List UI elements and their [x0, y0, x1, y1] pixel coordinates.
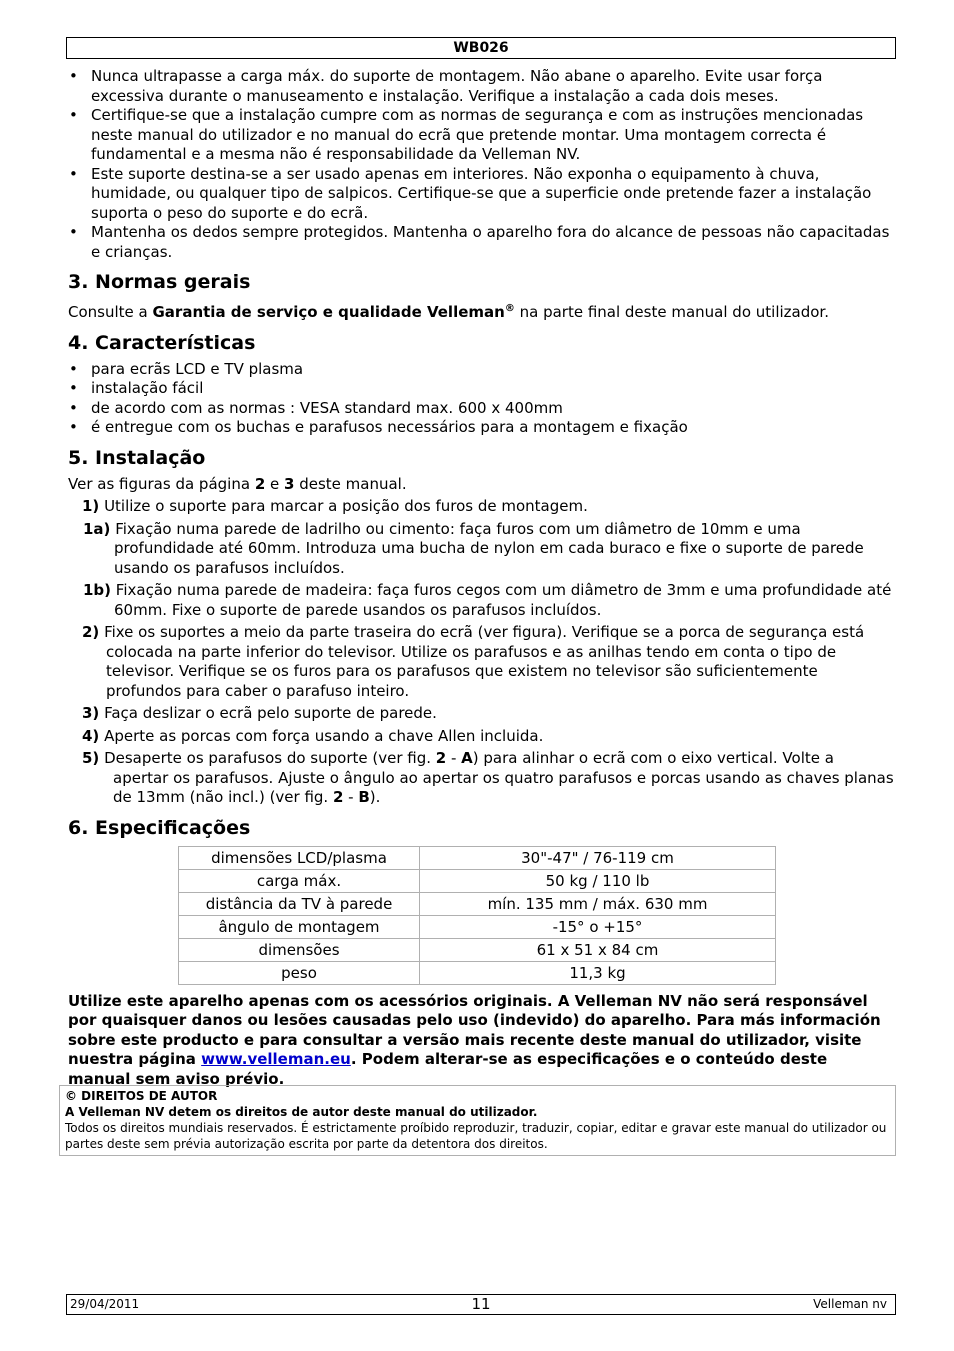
section-heading-especificacoes: 6. Especificações — [68, 816, 251, 839]
footer-company: Velleman nv — [813, 1297, 887, 1311]
installation-steps — [68, 497, 894, 808]
list-item: • instalação fácil — [68, 379, 894, 399]
section-heading-normas: 3. Normas gerais — [68, 271, 251, 293]
list-item: • para ecrãs LCD e TV plasma — [68, 360, 894, 380]
list-item: • Nunca ultrapasse a carga máx. do suporte de montagem. Não abane o aparelho. Evite usar força excessiva durante o manuseamento e instalação. Verifique a instalação a cada dois meses. — [68, 67, 894, 106]
features-list — [68, 360, 894, 438]
document-footer — [66, 1294, 896, 1315]
copyright-title: © DIREITOS DE AUTOR — [65, 1089, 218, 1103]
safety-bullet-list — [68, 67, 894, 262]
spec-value: 61 x 51 x 84 cm — [420, 938, 776, 961]
table-row — [179, 846, 776, 869]
page-number: 11 — [471, 1295, 491, 1313]
spec-value: mín. 135 mm / máx. 630 mm — [420, 892, 776, 915]
section-heading-instalacao: 5. Instalação — [68, 446, 206, 469]
usage-notice: Utilize este aparelho apenas com os acessórios originais. A Velleman NV não será responsável por quaisquer danos ou lesões causadas pelo uso (indevido) do aparelho. Para más información sobre este producto e para consultar a versão mais recente deste manual do utilizador, visite nuestra página www.velleman.eu. Podem alterar-se as especificações e o conteúdo deste manual sem aviso prévio. — [68, 991, 881, 1088]
spec-value: -15° o +15° — [420, 915, 776, 938]
model-title: WB026 — [453, 40, 509, 56]
copyright-owner: A Velleman NV detem os direitos de autor deste manual do utilizador. — [65, 1105, 538, 1119]
table-row — [179, 869, 776, 892]
section-heading-caracteristicas: 4. Características — [68, 331, 256, 354]
table-row — [179, 938, 776, 961]
step-item: 1a) Fixação numa parede de ladrilho ou cimento: faça furos com um diâmetro de 10mm e uma profundidade até 60mm. Introduza uma bucha de nylon em cada buraco e fixe o suporte de parede usando os parafusos incluídos. — [83, 519, 864, 577]
list-item: • Certifique-se que a instalação cumpre com as normas de segurança e com as instruções mencionadas neste manual do utilizador e no manual do ecrã que pretende montar. Uma montagem correcta é fundamental e a mesma não é responsabilidade da Velleman NV. — [68, 106, 894, 165]
page-content — [68, 67, 894, 1089]
section5-intro: Ver as figuras da página 2 e 3 deste manual. — [68, 474, 407, 493]
step-item: 4) Aperte as porcas com força usando a chave Allen incluida. — [82, 726, 544, 745]
list-item: • de acordo com as normas : VESA standard max. 600 x 400mm — [68, 399, 894, 419]
spec-value: 30"-47" / 76-119 cm — [420, 846, 776, 869]
document-header — [66, 37, 896, 59]
list-item: • Este suporte destina-se a ser usado apenas em interiores. Não exponha o equipamento à chuva, humidade, ou qualquer tipo de salpicos. Certifique-se que a superficie onde pretende fazer a instalação suporta o peso do suporte e do ecrã. — [68, 165, 894, 224]
table-row — [179, 961, 776, 984]
step-item: 2) Fixe os suportes a meio da parte traseira do ecrã (ver figura). Verifique se a porca de segurança está colocada na parte inferior do televisor. Utilize os parafusos e as anilhas tendo em conta o tipo de televisor. Verifique se os furos para os parafusos que existem no televisor são suficientemente profundos para caber o parafuso inteiro. — [82, 623, 865, 700]
specifications-table — [178, 846, 776, 985]
spec-label: distância da TV à parede — [179, 892, 420, 915]
spec-value: 11,3 kg — [420, 961, 776, 984]
section3-paragraph: Consulte a Garantia de serviço e qualidade Velleman® na parte final deste manual do utilizador. — [68, 303, 829, 321]
footer-date: 29/04/2011 — [70, 1297, 140, 1311]
table-row — [179, 915, 776, 938]
list-item: • Mantenha os dedos sempre protegidos. Mantenha o aparelho fora do alcance de pessoas não capacitadas e crianças. — [68, 223, 894, 262]
spec-label: dimensões — [179, 938, 420, 961]
table-row — [179, 892, 776, 915]
velleman-website-link[interactable]: www.velleman.eu — [201, 1050, 351, 1068]
step-item: 3) Faça deslizar o ecrã pelo suporte de parede. — [82, 704, 437, 722]
step-item: 1b) Fixação numa parede de madeira: faça furos cegos com um diâmetro de 3mm e uma profundidade até 60mm. Fixe o suporte de parede usandos os parafusos incluídos. — [83, 581, 892, 619]
step-item: 5) Desaperte os parafusos do suporte (ver fig. 2 - A) para alinhar o ecrã com o eixo vertical. Volte a apertar os parafusos. Ajuste o ângulo ao apertar os quatro parafusos e porcas usando as chaves planas de 13mm (não incl.) (ver fig. 2 - B). — [82, 749, 894, 806]
spec-label: peso — [179, 961, 420, 984]
spec-label: ângulo de montagem — [179, 915, 420, 938]
spec-value: 50 kg / 110 lb — [420, 869, 776, 892]
list-item: • é entregue com os buchas e parafusos necessários para a montagem e fixação — [68, 418, 894, 438]
spec-label: dimensões LCD/plasma — [179, 846, 420, 869]
copyright-text: Todos os direitos mundiais reservados. É estrictamente proíbido reproduzir, traduzir, copiar, editar e gravar este manual do utilizador ou partes deste sem prévia autorização escrita por parte da detentora dos direitos. — [65, 1121, 887, 1151]
step-item: 1) Utilize o suporte para marcar a posição dos furos de montagem. — [82, 497, 588, 515]
spec-label: carga máx. — [179, 869, 420, 892]
copyright-box — [59, 1085, 896, 1156]
